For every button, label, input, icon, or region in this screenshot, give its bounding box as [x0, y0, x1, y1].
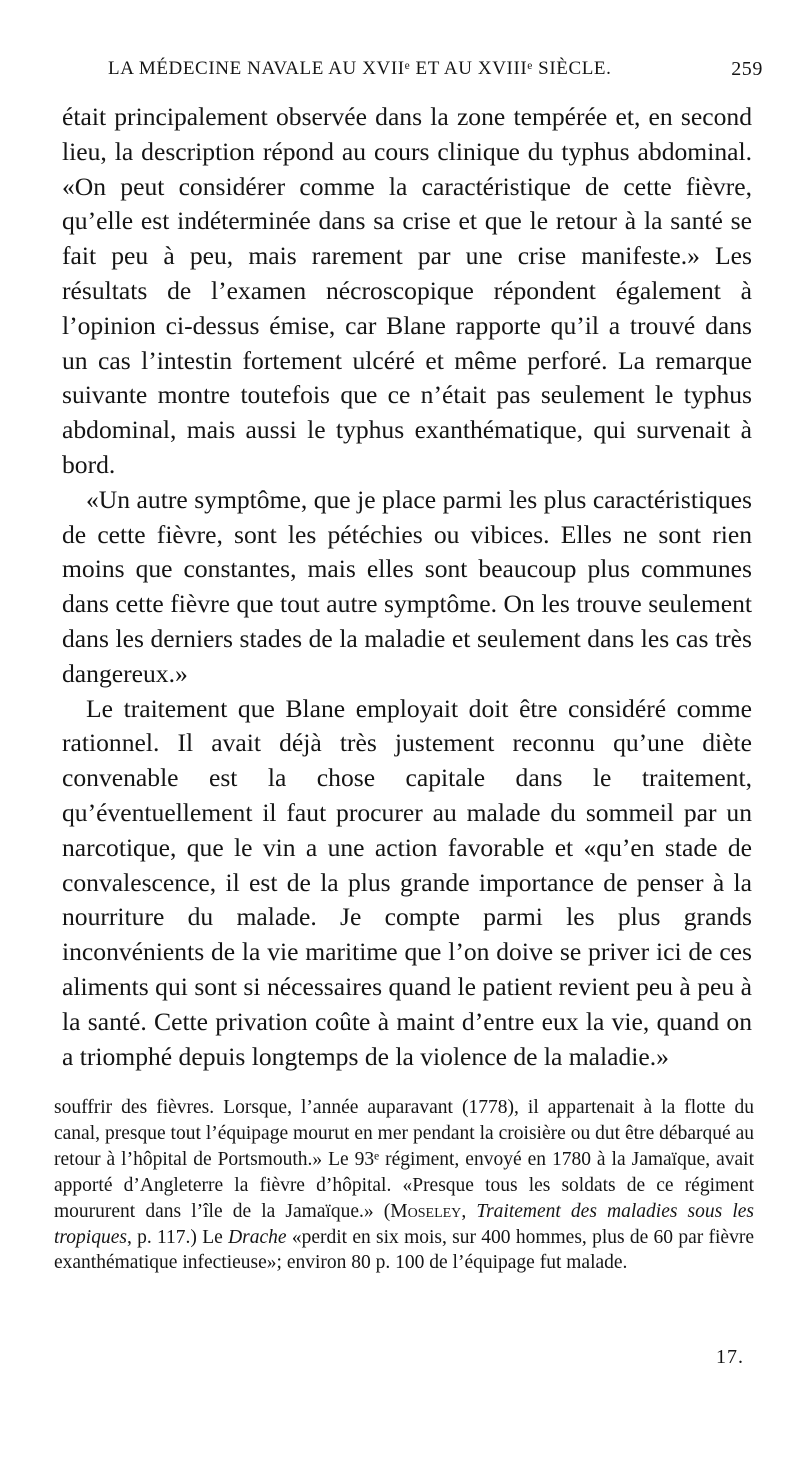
signature-mark: 17.: [716, 1346, 744, 1368]
footnote-text: [54, 1095, 754, 1276]
footnote-author: Moseley: [390, 1200, 462, 1222]
page-number: 259: [731, 58, 763, 80]
paragraph-3: Le traitement que Blane employait doit être considéré comme rationnel. Il avait déjà très justement reconnu qu’une diète convenable est la chose capitale dans le traitement, qu’éventuellement il faut procurer au malade du sommeil par un narcotique, que le vin a une action favorable et «qu’en stade de convalescence, il est de la plus grande importance de penser à la nourriture du malade. Je compte parmi les plus grands inconvénients de la vie maritime que l’on doive se priver ici de ces aliments qui sont si nécessaires quand le patient revient peu à peu à la santé. Cette privation coûte à maint d’entre eux la vie, quand on a triomphé depuis longtemps de la violence de la maladie.»: [62, 693, 752, 1071]
main-text: [62, 100, 752, 1074]
paragraph-1: était principalement observée dans la zone tempérée et, en second lieu, la description répond au cours clinique du typhus abdominal. «On peut considérer comme la caractéristique de cette fièvre, qu’elle est indéterminée dans sa crise et que le retour à la santé se fait peu à peu, mais rarement par une crise manifeste.» Les résultats de l’examen nécroscopique répondent également à l’opinion ci-dessus émise, car Blane rapporte qu’il a trouvé dans un cas l’intestin fortement ulcéré et même perforé. La remarque suivante montre toutefois que ce n’était pas seulement le typhus abdominal, mais aussi le typhus exanthématique, qui survenait à bord.: [62, 102, 752, 479]
footnote-ship-name: Drache: [228, 1226, 287, 1248]
footnote-work-title: Traitement des maladies sous les tropiques: [54, 1200, 755, 1248]
footnote: [54, 1095, 754, 1276]
footnote-part-1: souffrir des fièvres. Lorsque, l’année auparavant (1778), il appartenait à la flotte du canal, presque tout l’équipage mourut en mer pendant la croisière ou dut être débarqué au retour à l’hôpital de Portsmouth.» Le 93ᵉ régiment, envoyé en 1780 à la Jamaïque, avait apporté d’Angleterre la fièvre d’hôpital. «Presque tous les soldats de ce régiment moururent dans l’île de la Jamaïque.» (: [54, 1097, 754, 1222]
running-header: [108, 58, 763, 84]
paragraph-2: «Un autre symptôme, que je place parmi les plus caractéristiques de cette fièvre, sont les pétéchies ou vibices. Elles ne sont rien moins que constantes, mais elles sont beaucoup plus communes dans cette fièvre que tout autre symptôme. On les trouve seulement dans les derniers stades de la maladie et seulement dans les cas très dangereux.»: [62, 484, 752, 688]
running-title: LA MÉDECINE NAVALE AU XVIIᵉ ET AU XVIIIᵉ SIÈCLE.: [108, 58, 612, 79]
footnote-part-3: «perdit en six mois, sur 400 hommes, plus de 60 par fièvre exanthématique infectieuse»; environ 80 p. 100 de l’équipage fut malade.: [54, 1226, 754, 1274]
footnote-part-2: , p. 117.) Le: [126, 1226, 229, 1248]
footnote-separator: ,: [461, 1200, 477, 1222]
